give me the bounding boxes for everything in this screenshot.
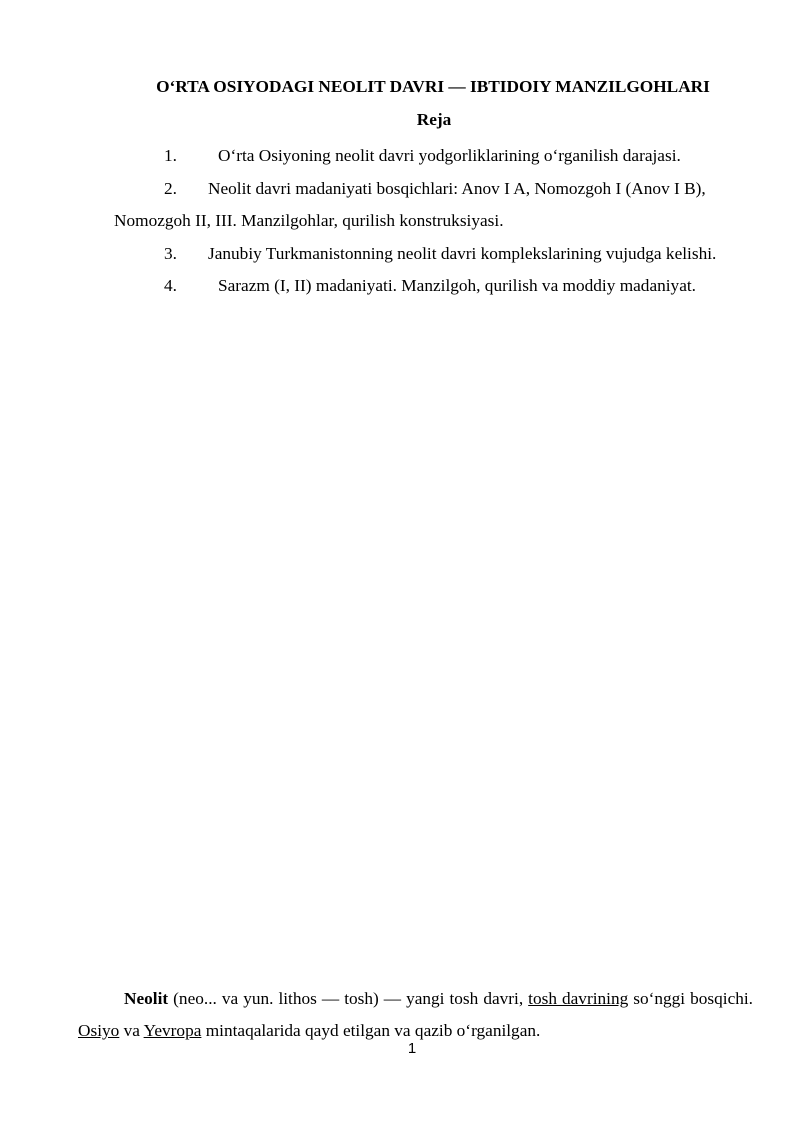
plan-item-number: 4.: [164, 276, 177, 295]
plan-item: [114, 173, 749, 238]
plan-list: [114, 140, 749, 303]
plan-item-text: Sarazm (I, II) madaniyati. Manzilgoh, qurilish va moddiy madaniyat.: [218, 276, 696, 295]
link-yevropa[interactable]: Yevropa: [143, 1021, 202, 1040]
plan-item-text: Neolit davri madaniyati bosqichlari: Anov I A, Nomozgoh I (Anov I B), Nomozgoh II, III. Manzilgohlar, qurilish konstruksiyasi.: [114, 178, 706, 230]
document-title: O‘RTA OSIYODAGI NEOLIT DAVRI — IBTIDOIY MANZILGOHLARI: [156, 77, 710, 96]
plan-item: [124, 140, 749, 173]
paragraph-text: va: [119, 1021, 144, 1040]
page-number: 1: [407, 1040, 417, 1057]
link-osiyo[interactable]: Osiyo: [78, 1021, 120, 1040]
plan-item-number: 3.: [164, 243, 177, 263]
plan-item-text: O‘rta Osiyoning neolit davri yodgorliklarining o‘rganilish darajasi.: [218, 146, 681, 165]
neolit-paragraph: [78, 983, 753, 1047]
term-neolit: Neolit: [124, 989, 169, 1008]
link-tosh-davrining[interactable]: tosh davrining: [528, 989, 629, 1008]
plan-item: [114, 238, 749, 271]
plan-item: [124, 270, 749, 303]
paragraph-text: so‘nggi bosqichi.: [628, 989, 753, 1008]
plan-heading: Reja: [416, 110, 452, 129]
plan-item-number: 1.: [164, 146, 177, 165]
paragraph-text: (neo... va yun. lithos — tosh) — yangi tosh davri,: [168, 989, 529, 1008]
plan-item-text: Janubiy Turkmanistonning neolit davri komplekslarining vujudga kelishi.: [208, 243, 717, 263]
plan-item-number: 2.: [164, 178, 177, 198]
paragraph-text: mintaqalarida qayd etilgan va qazib o‘rganilgan.: [201, 1021, 541, 1040]
